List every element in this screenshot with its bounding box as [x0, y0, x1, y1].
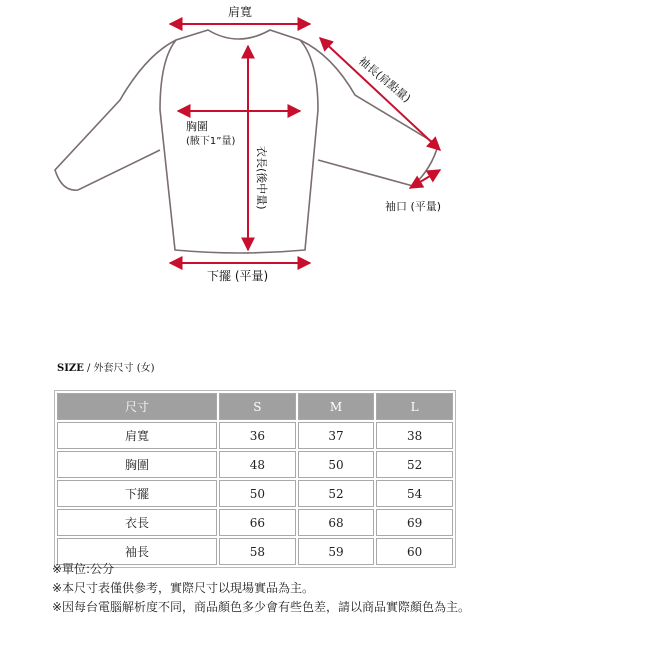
table-row — [57, 480, 453, 507]
size-caption — [57, 359, 155, 374]
sleeve-length-label: 袖長(肩點量) — [356, 54, 414, 106]
chest-note-label: (腋下1”量) — [186, 136, 236, 147]
table-cell: 37 — [298, 422, 375, 449]
row-label: 胸圍 — [57, 451, 217, 478]
table-cell: 50 — [219, 480, 296, 507]
hem-label: 下擺 (平量) — [207, 269, 269, 283]
sweater-body — [160, 30, 318, 253]
row-label: 衣長 — [57, 509, 217, 536]
table-cell: 36 — [219, 422, 296, 449]
table-cell: 68 — [298, 509, 375, 536]
size-table — [54, 390, 456, 568]
sleeve-length-arrow — [320, 38, 440, 150]
header-m: M — [298, 393, 375, 420]
left-sleeve — [55, 40, 176, 190]
sweater-outline — [55, 30, 438, 253]
table-cell: 50 — [298, 451, 375, 478]
header-l: L — [376, 393, 453, 420]
size-caption-text: / 外套尺寸 (女) — [83, 363, 155, 374]
header-size: 尺寸 — [57, 393, 217, 420]
body-length-label: 衣長(後中量) — [255, 146, 268, 210]
row-label: 肩寬 — [57, 422, 217, 449]
note-color: ※因每台電腦解析度不同，商品顏色多少會有些色差，請以商品實際顏色為主。 — [52, 600, 471, 614]
size-caption-bold: SIZE — [57, 363, 84, 374]
chest-label: 胸圍 — [186, 120, 208, 133]
size-table-header-row — [57, 393, 453, 420]
note-unit: ※單位:公分 — [52, 562, 115, 576]
table-cell: 60 — [376, 538, 453, 565]
cuff-label: 袖口 (平量) — [385, 200, 442, 213]
table-cell: 69 — [376, 509, 453, 536]
table-cell: 52 — [376, 451, 453, 478]
table-cell: 66 — [219, 509, 296, 536]
table-row — [57, 509, 453, 536]
header-s: S — [219, 393, 296, 420]
table-row — [57, 422, 453, 449]
table-cell: 54 — [376, 480, 453, 507]
garment-measurement-diagram — [0, 0, 652, 300]
table-cell: 48 — [219, 451, 296, 478]
table-cell: 38 — [376, 422, 453, 449]
row-label: 袖長 — [57, 538, 217, 565]
shoulder-width-label: 肩寬 — [227, 5, 253, 19]
notes — [52, 560, 472, 617]
row-label: 下擺 — [57, 480, 217, 507]
table-cell: 52 — [298, 480, 375, 507]
table-cell: 58 — [219, 538, 296, 565]
note-reference: ※本尺寸表僅供參考，實際尺寸以現場實品為主。 — [52, 581, 315, 595]
table-cell: 59 — [298, 538, 375, 565]
table-row — [57, 451, 453, 478]
